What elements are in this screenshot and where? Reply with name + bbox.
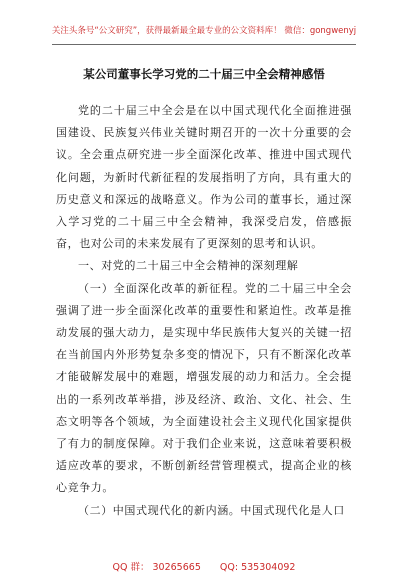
paragraph-intro: 党的二十届三中全会是在以中国式现代化全面推进强国建设、民族复兴伟业关键时期召开的一次十分重要的会议。全会重点研究进一步全面深化改革、推进中国式现代化问题，为新时代新征程的发展指明了方向，具有重大的历史意义和深远的战略意义。作为公司的董事长，通过深入学习党的二十届三中全会精神，我深受启发，倍感振奋，也对公司的未来发展有了更深刻的思考和认识。 bbox=[56, 104, 352, 251]
footer-qq-group: QQ 群： 30265665 bbox=[112, 562, 201, 573]
footer-contact bbox=[0, 559, 408, 573]
footer-qq: QQ: 535304092 bbox=[219, 562, 296, 573]
section-heading-1: 一、对党的二十届三中全会精神的深刻理解 bbox=[78, 259, 299, 273]
document-body bbox=[56, 100, 352, 522]
page-title: 某公司董事长学习党的二十届三中全会精神感悟 bbox=[83, 67, 325, 81]
header-banner: 关注头条号“公文研究”，获得最新最全最专业的公文资料库！ 微信：gongwenyj bbox=[51, 26, 357, 36]
paragraph-section-1-1: （一）全面深化改革的新征程。党的二十届三中全会强调了进一步全面深化改革的重要性和紧迫性。改革是推动发展的强大动力，是实现中华民族伟大复兴的关键一招在当前国内外形势复杂多变的情况下，只有不断深化改革才能破解发展中的难题，增强发展的动力和活力。全会提出的一系列改革举措，涉及经济、政治、文化、社会、生态文明等各个领域，为全面建设社会主义现代化国家提供了有力的制度保障。对于我们企业来说，这意味着要积极适应改革的要求，不断创新经营管理模式，提高企业的核心竞争力。 bbox=[56, 281, 352, 495]
paragraph-section-1-2: （二）中国式现代化的新内涵。中国式现代化是人口 bbox=[78, 503, 345, 517]
header-divider bbox=[52, 44, 356, 45]
